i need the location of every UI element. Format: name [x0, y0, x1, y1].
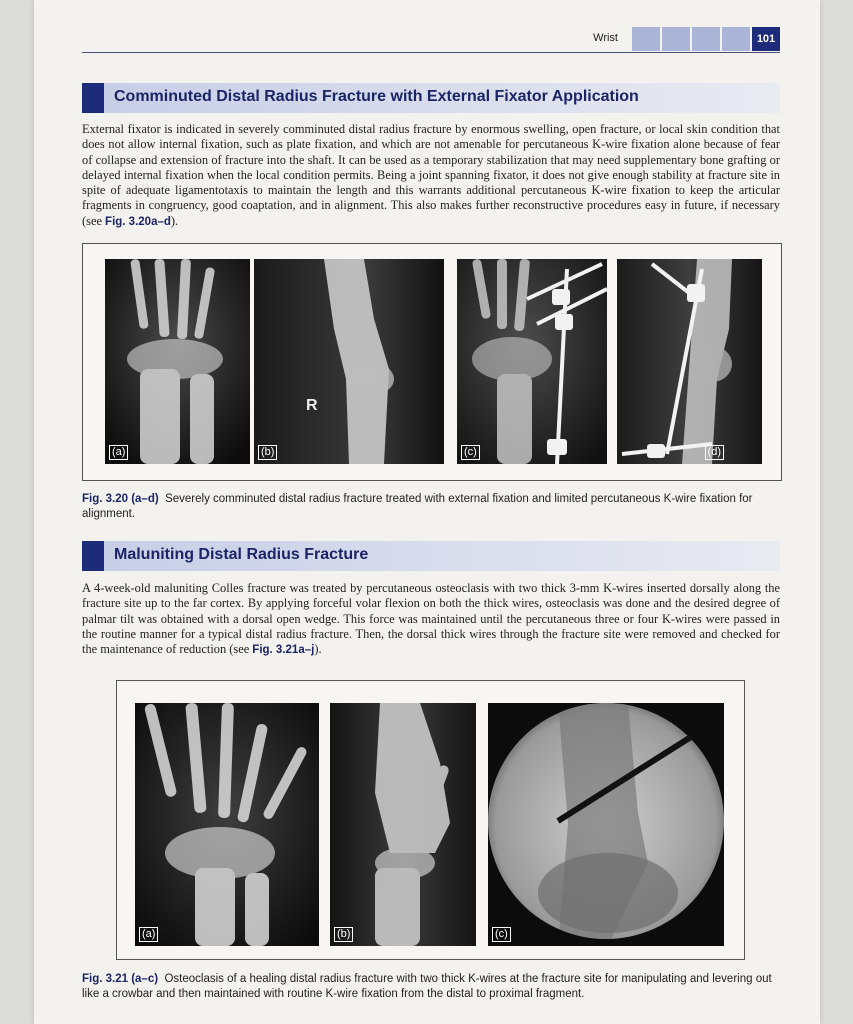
- thumb-tab: [632, 27, 660, 51]
- thumb-tab: [692, 27, 720, 51]
- panel-label-a: (a): [139, 927, 158, 942]
- heading-marker: [82, 541, 104, 571]
- figure-reference-link[interactable]: Fig. 3.21a–j: [252, 644, 315, 657]
- thumb-tab: [662, 27, 690, 51]
- panel-label-a: (a): [109, 445, 128, 460]
- paragraph-end: ).: [314, 642, 322, 657]
- caption-label: Fig. 3.20 (a–d): [82, 493, 159, 505]
- xray-panel-b: [254, 259, 444, 464]
- figure-3-20-caption: [82, 492, 780, 522]
- section1-paragraph: [82, 122, 780, 230]
- panel-label-c: (c): [461, 445, 480, 460]
- thumb-tabs: [632, 27, 750, 51]
- xray-panel-d: [617, 259, 762, 464]
- section-heading-external-fixator: [82, 83, 780, 113]
- panel-label-b: (b): [258, 445, 277, 460]
- xray-panel-a: [135, 703, 319, 946]
- figure-3-21-caption: [82, 972, 780, 1002]
- side-marker-r: R: [306, 397, 318, 414]
- page-number: 101: [752, 27, 780, 51]
- xray-panel-c: [488, 703, 724, 946]
- section-title: Wrist: [593, 32, 618, 44]
- section2-paragraph: [82, 581, 780, 658]
- figure-reference-link[interactable]: Fig. 3.20a–d: [105, 215, 171, 228]
- running-header: [82, 26, 780, 53]
- heading-marker: [82, 83, 104, 113]
- paragraph-text: A 4-week-old maluniting Colles fracture was treated by percutaneous osteoclasis with two thick 3-mm K-wires inserted dorsally along the fracture site up to the far cortex. By applying forceful volar flexion on both the thick wires, osteoclasis was done and the desired degree of palmar tilt was obtained with a dorsal open wedge. This force was maintained until the percutaneous three or four K-wires were passed in the routine manner for a typical distal radius fracture. Then, the dorsal thick wires through the fracture site were removed and checked for the maintenance of reduction (see: [82, 581, 780, 657]
- caption-text: Severely comminuted distal radius fracture treated with external fixation and limited percutaneous K-wire fixation for alignment.: [82, 493, 753, 520]
- panel-label-c: (c): [492, 927, 511, 942]
- xray-panel-b: [330, 703, 476, 946]
- paragraph-text: External fixator is indicated in severely comminuted distal radius fracture by enormous swelling, open fracture, or local skin condition that does not allow internal fixation, such as plate fixation, and which are not amenable for percutaneous K-wire fixation alone because of fear of collapse and extension of fracture into the shaft. It can be used as a temporary stabilization that may need supplementary bone grafting or delayed internal fixation when the local condition permits. Being a joint spanning fixator, it does not give enough stability at fracture site in spite of adequate ligamentotaxis to maintain the length and this warrants additional percutaneous K-wire fixation to keep the articular fragments in congruency, good coaptation, and in alignment. This also makes further reconstructive procedures easy in future, if necessary (see: [82, 122, 780, 228]
- xray-panel-a: [105, 259, 250, 464]
- section-heading-text: Comminuted Distal Radius Fracture with External Fixator Application: [114, 88, 639, 105]
- caption-label: Fig. 3.21 (a–c): [82, 973, 159, 985]
- paragraph-end: ).: [170, 213, 179, 228]
- caption-text: Osteoclasis of a healing distal radius fracture with two thick K-wires at the fracture site for manipulating and levering out like a crowbar and then maintained with routine K-wire fixation from the distal to proximal fragment.: [82, 973, 772, 1000]
- xray-panel-c: [457, 259, 607, 464]
- panel-label-b: (b): [334, 927, 353, 942]
- section-heading-text: Maluniting Distal Radius Fracture: [114, 546, 369, 563]
- section-heading-maluniting: [82, 541, 780, 571]
- panel-label-d: (d): [705, 445, 724, 460]
- thumb-tab: [722, 27, 750, 51]
